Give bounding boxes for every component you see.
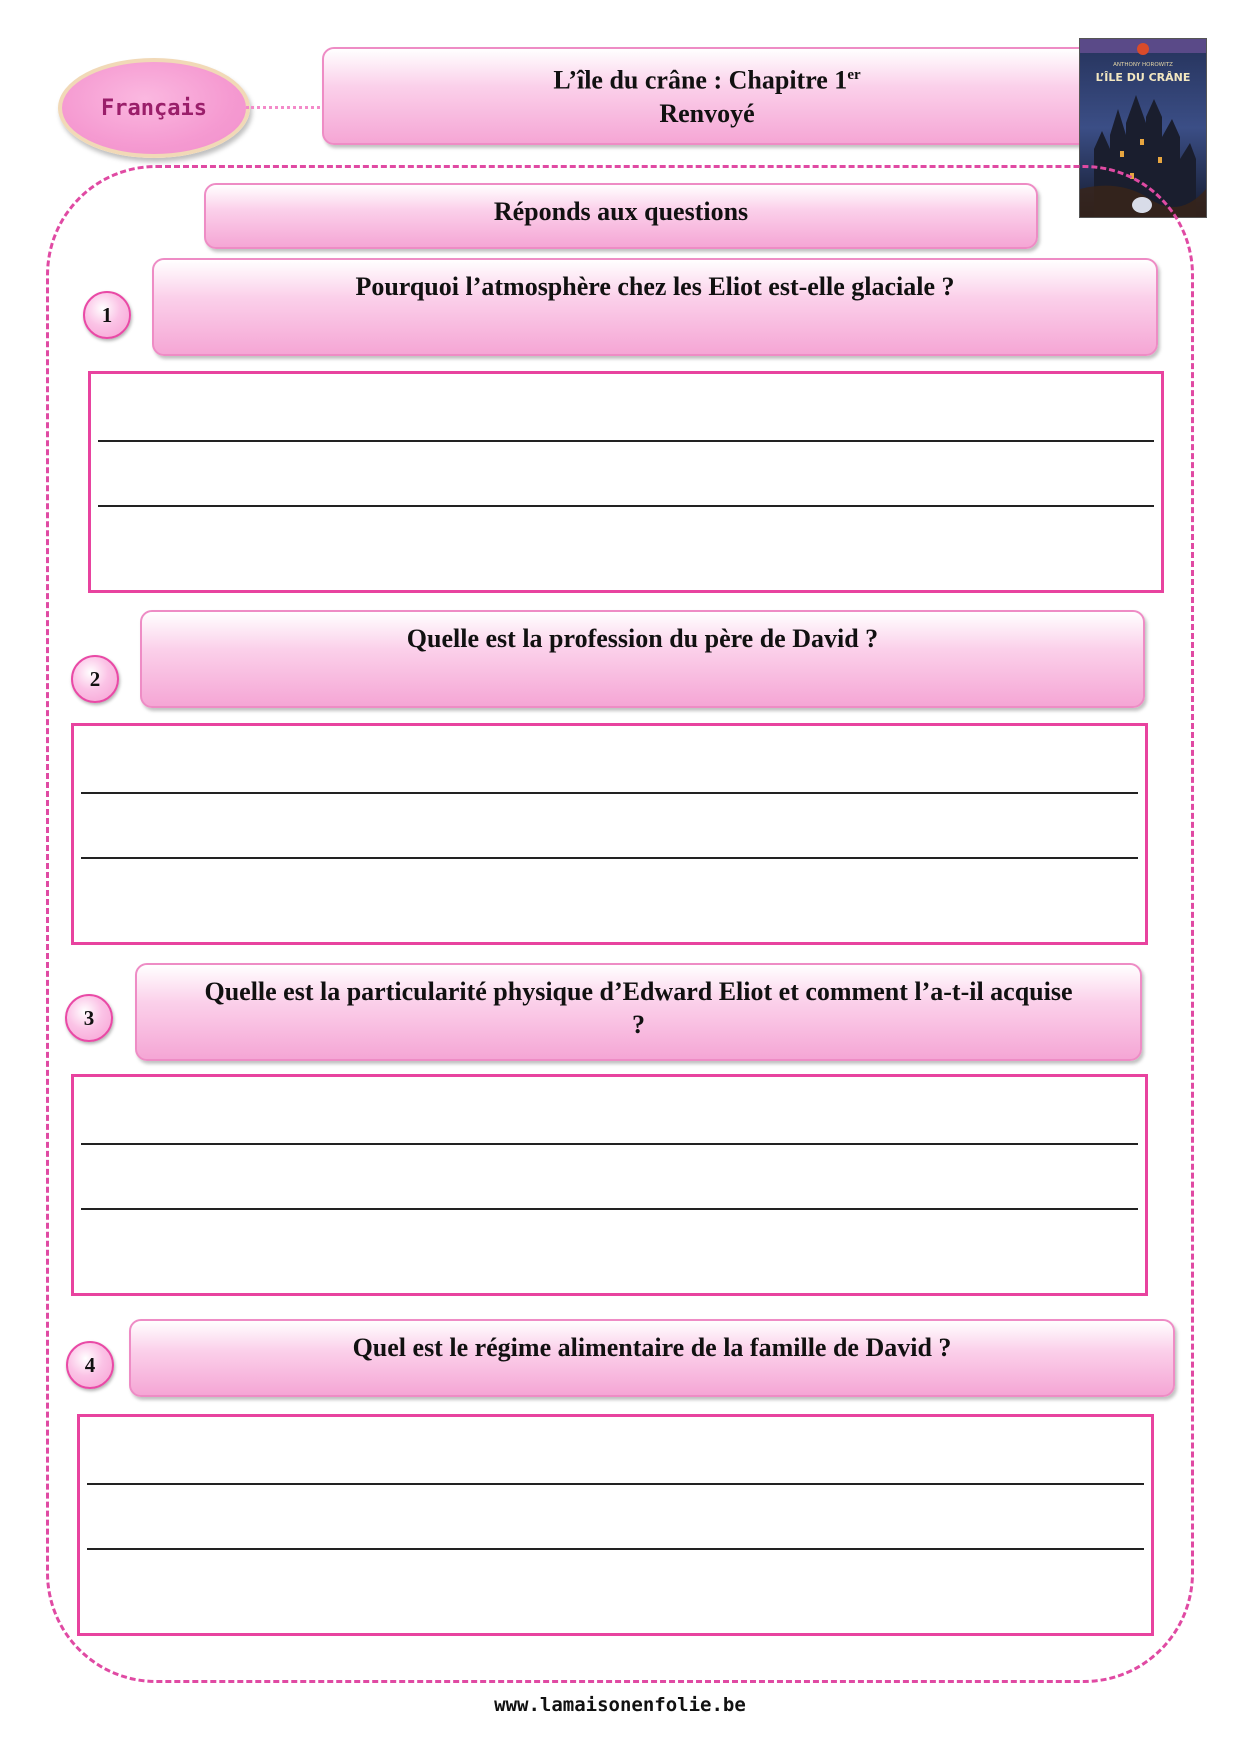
answer-line [81,1143,1138,1145]
question-number-4: 4 [66,1341,114,1389]
question-number-2: 2 [71,655,119,703]
answer-box-4[interactable] [77,1414,1154,1636]
dotted-connector [246,106,320,109]
answer-line [87,1548,1144,1550]
answer-box-1[interactable] [88,371,1164,593]
answer-line [81,792,1138,794]
answer-line [98,440,1154,442]
answer-box-3[interactable] [71,1074,1148,1296]
subject-label: Français [101,95,207,121]
answer-line [81,857,1138,859]
title-banner [322,47,1092,145]
cover-title: L’ÎLE DU CRÂNE [1095,71,1191,84]
answer-box-2[interactable] [71,723,1148,945]
answer-line [87,1483,1144,1485]
question-2-text: Quelle est la profession du père de David ? [140,610,1145,708]
subject-badge [58,58,250,158]
instructions-banner: Réponds aux questions [204,183,1038,249]
question-3-text: Quelle est la particularité physique d’Edward Eliot et comment l’a-t-il acquise ? [135,963,1142,1061]
title-line-2: Renvoyé [659,98,755,128]
question-4-text: Quel est le régime alimentaire de la famille de David ? [129,1319,1175,1397]
answer-line [98,505,1154,507]
title-line-1: L’île du crâne : Chapitre 1er [553,65,861,95]
answer-line [81,1208,1138,1210]
footer-website: www.lamaisonenfolie.be [494,1694,746,1716]
question-number-3: 3 [65,994,113,1042]
question-1-text: Pourquoi l’atmosphère chez les Eliot est-elle glaciale ? [152,258,1158,356]
cover-author: ANTHONY HOROWITZ [1113,62,1173,68]
question-number-1: 1 [83,291,131,339]
